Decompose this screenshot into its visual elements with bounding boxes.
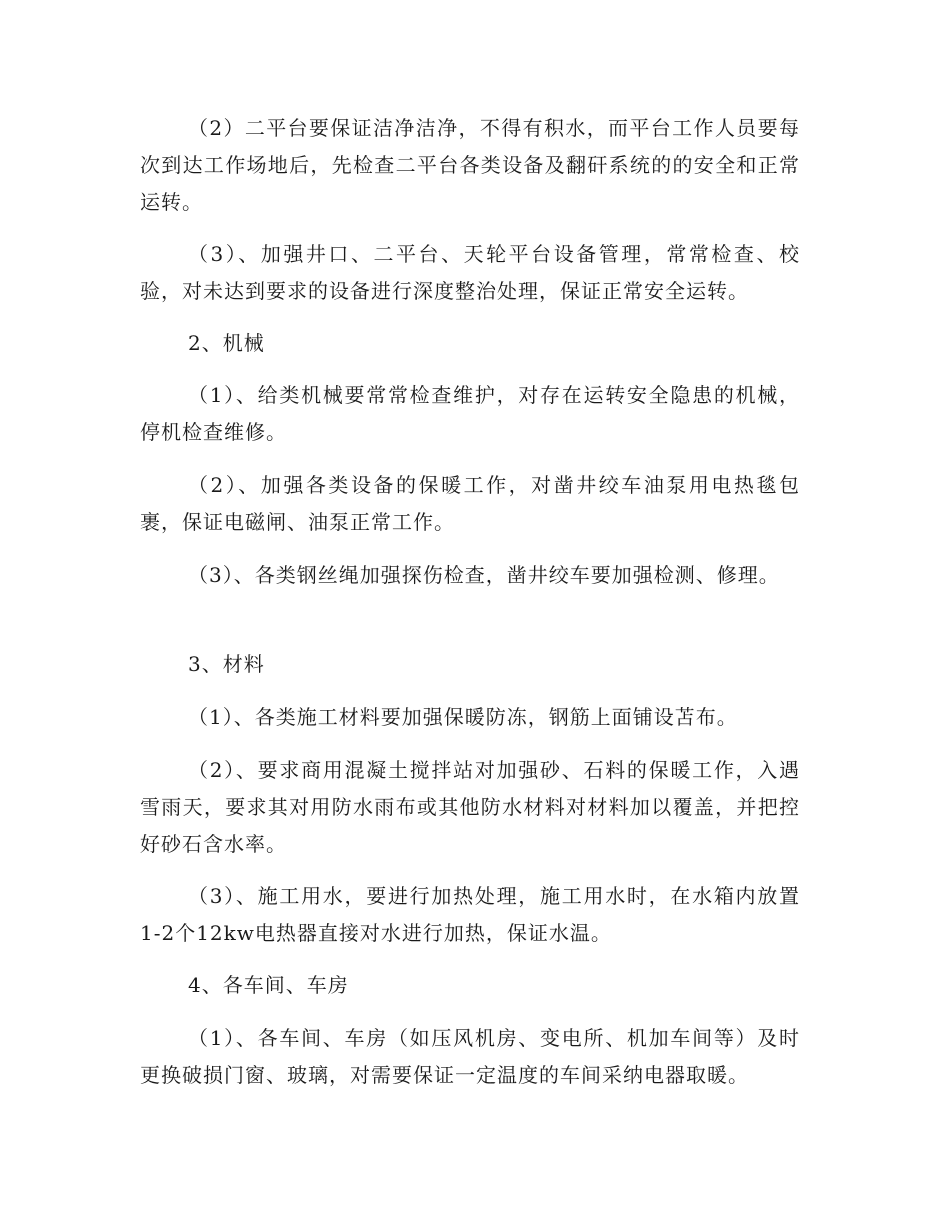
paragraph-equipment-management: （3）、加强井口、二平台、天轮平台设备管理，常常检查、校验，对未达到要求的设备进行深度整治处理，保证正常安全运转。: [140, 242, 800, 303]
paragraph-workshop-windows-heating: （1）、各车间、车房（如压风机房、变电所、机加车间等）及时更换破损门窗、玻璃，对需要保证一定温度的车间采纳电器取暖。: [140, 1026, 800, 1087]
section-heading-machinery: 2、机械: [188, 331, 265, 355]
paragraph-machinery-maintenance: （1）、给类机械要常常检查维护，对存在运转安全隐患的机械，停机检查维修。: [140, 383, 800, 444]
section-heading-materials: 3、材料: [188, 652, 265, 676]
section-heading-workshops: 4、各车间、车房: [188, 973, 349, 997]
paragraph-equipment-insulation: （2）、加强各类设备的保暖工作，对凿井绞车油泵用电热毯包裹，保证电磁闸、油泵正常工作。: [140, 473, 800, 534]
paragraph-platform-cleanliness: （2）二平台要保证洁净洁净，不得有积水，而平台工作人员要每次到达工作场地后，先检查二平台各类设备及翻矸系统的的安全和正常运转。: [140, 116, 800, 214]
paragraph-material-frost-protection: （1）、各类施工材料要加强保暖防冻，钢筋上面铺设苫布。: [188, 705, 738, 729]
paragraph-concrete-station-requirements: （2）、要求商用混凝土搅拌站对加强砂、石料的保暖工作，入遇雪雨天，要求其对用防水雨布或其他防水材料对材料加以覆盖，并把控好砂石含水率。: [140, 758, 800, 856]
paragraph-wire-rope-inspection: （3）、各类钢丝绳加强探伤检查，凿井绞车要加强检测、修理。: [188, 563, 780, 587]
paragraph-construction-water-heating: （3）、施工用水，要进行加热处理，施工用水时，在水箱内放置1-2个12kw电热器直接对水进行加热，保证水温。: [140, 884, 800, 945]
